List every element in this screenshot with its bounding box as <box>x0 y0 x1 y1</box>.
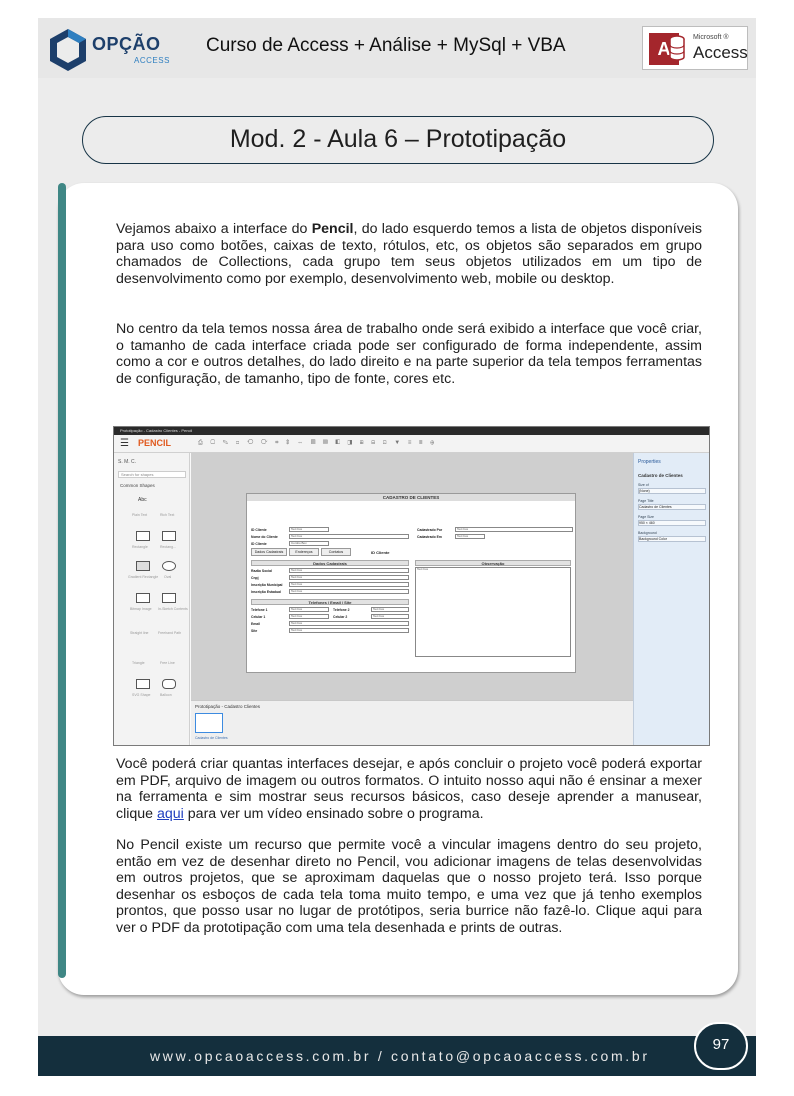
module-title: Mod. 2 - Aula 6 – Prototipação <box>82 116 714 164</box>
prop-label-2: Page Title <box>638 499 654 503</box>
form-section-obs: Observação <box>415 560 571 566</box>
content-card <box>58 183 738 995</box>
shape-rectangle-2-label: Rectang... <box>160 545 176 549</box>
form-label-razao: Razão Social <box>251 569 272 573</box>
page-list-panel <box>191 700 633 746</box>
form-tab-enderecos[interactable]: Endereços <box>289 548 319 556</box>
form-id-label: ID Cliente <box>371 550 390 555</box>
shape-bitmap-label: Bitmap Image <box>130 607 152 611</box>
pencil-screenshot <box>113 426 710 746</box>
form-input-cnpj[interactable]: Text box <box>289 575 409 580</box>
access-logo <box>642 26 748 70</box>
collection-group[interactable]: Common Shapes <box>120 483 155 488</box>
footer-contact[interactable]: www.opcaoaccess.com.br / contato@opcaoaccess.com.br <box>150 1048 650 1064</box>
form-label-id2: ID Cliente <box>251 542 267 546</box>
form-obs-textarea[interactable]: Text box <box>415 567 571 657</box>
prop-label-1: Size of <box>638 483 649 487</box>
shape-plain-text[interactable]: Plain Text <box>132 513 148 517</box>
form-label-cadem: Cadastrado Em <box>417 535 442 539</box>
page <box>38 18 756 1076</box>
access-letter-icon: A <box>649 33 679 65</box>
logo <box>48 28 178 72</box>
microsoft-label: Microsoft ® <box>693 34 729 41</box>
logo-subtext: ACCESS <box>134 56 170 65</box>
window-title: Prototipação - Cadastro Clientes - Pencil <box>114 427 709 435</box>
drawing-canvas[interactable] <box>191 453 633 700</box>
form-input-nome[interactable]: Text box <box>289 534 409 539</box>
video-link[interactable]: aqui <box>157 805 184 822</box>
form-input-id[interactable]: Text box <box>289 527 329 532</box>
shape-oval-label: Oval <box>164 575 172 579</box>
form-label-cel1: Celular 1 <box>251 615 266 619</box>
shape-abc[interactable]: Abc <box>138 497 147 503</box>
hamburger-menu-icon[interactable]: ☰ <box>120 438 129 449</box>
page-thumbnail-label: Cadastro de Clientes <box>195 736 228 740</box>
form-label-ie: Inscrição Estadual <box>251 590 281 594</box>
p3-text-start: Você poderá criar quantas interfaces desejar, e após concluir o projeto você poderá exportar em PDF, arquivo de imagem ou outros formatos. O intuito nosso aqui não é ensinar a mexer na ferramenta e sim mostrar seus recursos básicos, caso deseje aprender a manusear, clique <box>116 756 702 822</box>
prototype-form[interactable] <box>246 493 576 673</box>
shape-svg-label: SVG Shape <box>132 693 151 697</box>
database-icon <box>669 35 685 61</box>
logo-text: OPÇÃO <box>92 34 161 54</box>
shape-svg-icon[interactable] <box>136 679 150 689</box>
form-label-tel1: Telefone 1 <box>251 608 268 612</box>
form-label-id: ID Cliente <box>251 528 267 532</box>
form-input-im[interactable]: Text box <box>289 582 409 587</box>
form-input-site[interactable]: Text box <box>289 628 409 633</box>
shape-gradient-label: Gradient Rectangle <box>128 575 159 579</box>
shape-gradient-rect-icon[interactable] <box>136 561 150 571</box>
shapes-panel <box>114 453 190 746</box>
form-label-tel2: Telefone 2 <box>333 608 350 612</box>
page-list-label: Prototipação - Cadastro Clientes <box>195 704 261 709</box>
toolbar-icons[interactable]: ⎙ ▢ ✎ ◻ ⟲ ⟳ ⌗ ⇕ ⇔ ▤ ▥ ◧ ◨ ⊞ ⊟ ⊡ ▼ ≡ ≣ ⊕ <box>198 440 438 446</box>
shape-freehand-label[interactable]: Freehand Path <box>158 631 182 635</box>
form-section-dados: Dados Cadastrais <box>251 560 409 566</box>
card-accent-bar <box>58 183 66 978</box>
shape-triangle-label[interactable]: Triangle <box>132 661 145 665</box>
form-label-im: Inscrição Municipal <box>251 583 283 587</box>
form-section-tel: Telefones / Email / Site <box>251 599 409 605</box>
form-title: CADASTRO DE CLIENTES <box>247 494 575 501</box>
collection-tabs[interactable]: S. M. C. <box>118 459 137 465</box>
page-thumbnail[interactable] <box>195 713 223 733</box>
shape-insketch-icon[interactable] <box>162 593 176 603</box>
form-label-cadpor: Cadastrado Por <box>417 528 443 532</box>
form-combo[interactable]: Combo Box <box>289 541 329 546</box>
footer <box>38 1036 756 1076</box>
properties-panel <box>633 453 710 746</box>
shape-line-label[interactable]: Straight line <box>130 631 149 635</box>
shape-balloon-label: Balloon <box>160 693 172 697</box>
form-label-cel2: Celular 2 <box>333 615 348 619</box>
shape-bitmap-icon[interactable] <box>136 593 150 603</box>
course-title: Curso de Access + Análise + MySql + VBA <box>206 35 566 56</box>
access-label: Access <box>693 43 748 62</box>
form-input-tel1[interactable]: Text box <box>289 607 329 612</box>
logo-hexagon-icon <box>48 28 88 72</box>
paragraph-intro <box>116 221 702 287</box>
shape-balloon-icon[interactable] <box>162 679 176 689</box>
form-input-cadem[interactable]: Text box <box>455 534 485 539</box>
prop-label-4: Background <box>638 531 657 535</box>
paragraph-images: No Pencil existe um recurso que permite você a vincular imagens dentro do seu projeto, então em vez de desenhar direto no Pencil, vou adicionar imagens de telas desenvolvidas em outros projetos, que se aproximam daquelas que o nosso projeto terá. Isso porque desenhar os esboços de cada tela toma muito tempo, e uma vez que já tenho exemplos prontos, que posso usar no lugar de protótipos, seria burrice não fazê-lo. Clique aqui para ver o PDF da prototipação com uma tela desenhada e prints de outras. <box>116 837 702 936</box>
p1-text-start: Vejamos abaixo a interface do <box>116 221 312 237</box>
p1-text-end: , do lado esquerdo temos a lista de objetos disponíveis para uso como botões, caixas de texto, rótulos, etc, os objetos são separados em grupo chamados de Collections, cada grupo tem seus objetos utilizados em um tipo de desenvolvimento como por exemplo, desenvolvimento web, mobile ou desktop. <box>116 221 702 287</box>
form-label-cnpj: Cnpj <box>251 576 259 580</box>
form-input-ie[interactable]: Text box <box>289 589 409 594</box>
shape-rich-text[interactable]: Rich Text <box>160 513 175 517</box>
page-number: 97 <box>694 1022 748 1070</box>
shape-rectangle-icon[interactable] <box>136 531 150 541</box>
form-tab-contatos[interactable]: Contatos <box>321 548 351 556</box>
p1-bold-pencil: Pencil <box>311 221 354 237</box>
prop-label-3: Page Size <box>638 515 654 519</box>
shape-rectangle-label: Rectangle <box>132 545 148 549</box>
p3-text-end: para ver um vídeo ensinado sobre o programa. <box>183 805 484 822</box>
shape-freeline-label[interactable]: Free Line <box>160 661 175 665</box>
shape-insketch-label: In-Sketch Contents <box>158 607 188 611</box>
paragraph-export <box>116 756 702 822</box>
form-input-cel2[interactable]: Text box <box>371 614 409 619</box>
header <box>38 18 756 78</box>
properties-title: Properties <box>638 459 661 465</box>
prop-field-3[interactable]: 950 × 460 <box>638 520 706 526</box>
form-label-email: Email <box>251 622 261 626</box>
form-label-nome: Nome do Cliente <box>251 535 278 539</box>
prop-field-4[interactable]: Background Color <box>638 536 706 542</box>
form-input-cel1[interactable]: Text box <box>289 614 329 619</box>
toolbar <box>114 435 709 453</box>
shape-rectangle-2-icon[interactable] <box>162 531 176 541</box>
app-name: PENCIL <box>138 438 172 448</box>
prop-field-1[interactable]: (None) <box>638 488 706 494</box>
form-input-razao[interactable]: Text box <box>289 568 409 573</box>
form-input-cadpor[interactable]: Text box <box>455 527 573 532</box>
form-tab-dados[interactable]: Dados Cadastrais <box>251 548 287 556</box>
shape-search-input[interactable]: Search for shapes <box>118 471 186 478</box>
properties-page-name: Cadastro de Clientes <box>638 473 683 478</box>
form-input-email[interactable]: Text box <box>289 621 409 626</box>
form-input-tel2[interactable]: Text box <box>371 607 409 612</box>
paragraph-workspace: No centro da tela temos nossa área de trabalho onde será exibido a interface que você criar, o tamanho de cada interface criada pode ser configurado de forma independente, assim como a cor e outros detalhes, do lado direito e na parte superior da tela tempos ferramentas de configuração, de tamanho, tipo de fonte, cores etc. <box>116 321 702 387</box>
shape-oval-icon[interactable] <box>162 561 176 571</box>
prop-field-2[interactable]: Cadastro de Clientes <box>638 504 706 510</box>
form-label-site: Site <box>251 629 258 633</box>
